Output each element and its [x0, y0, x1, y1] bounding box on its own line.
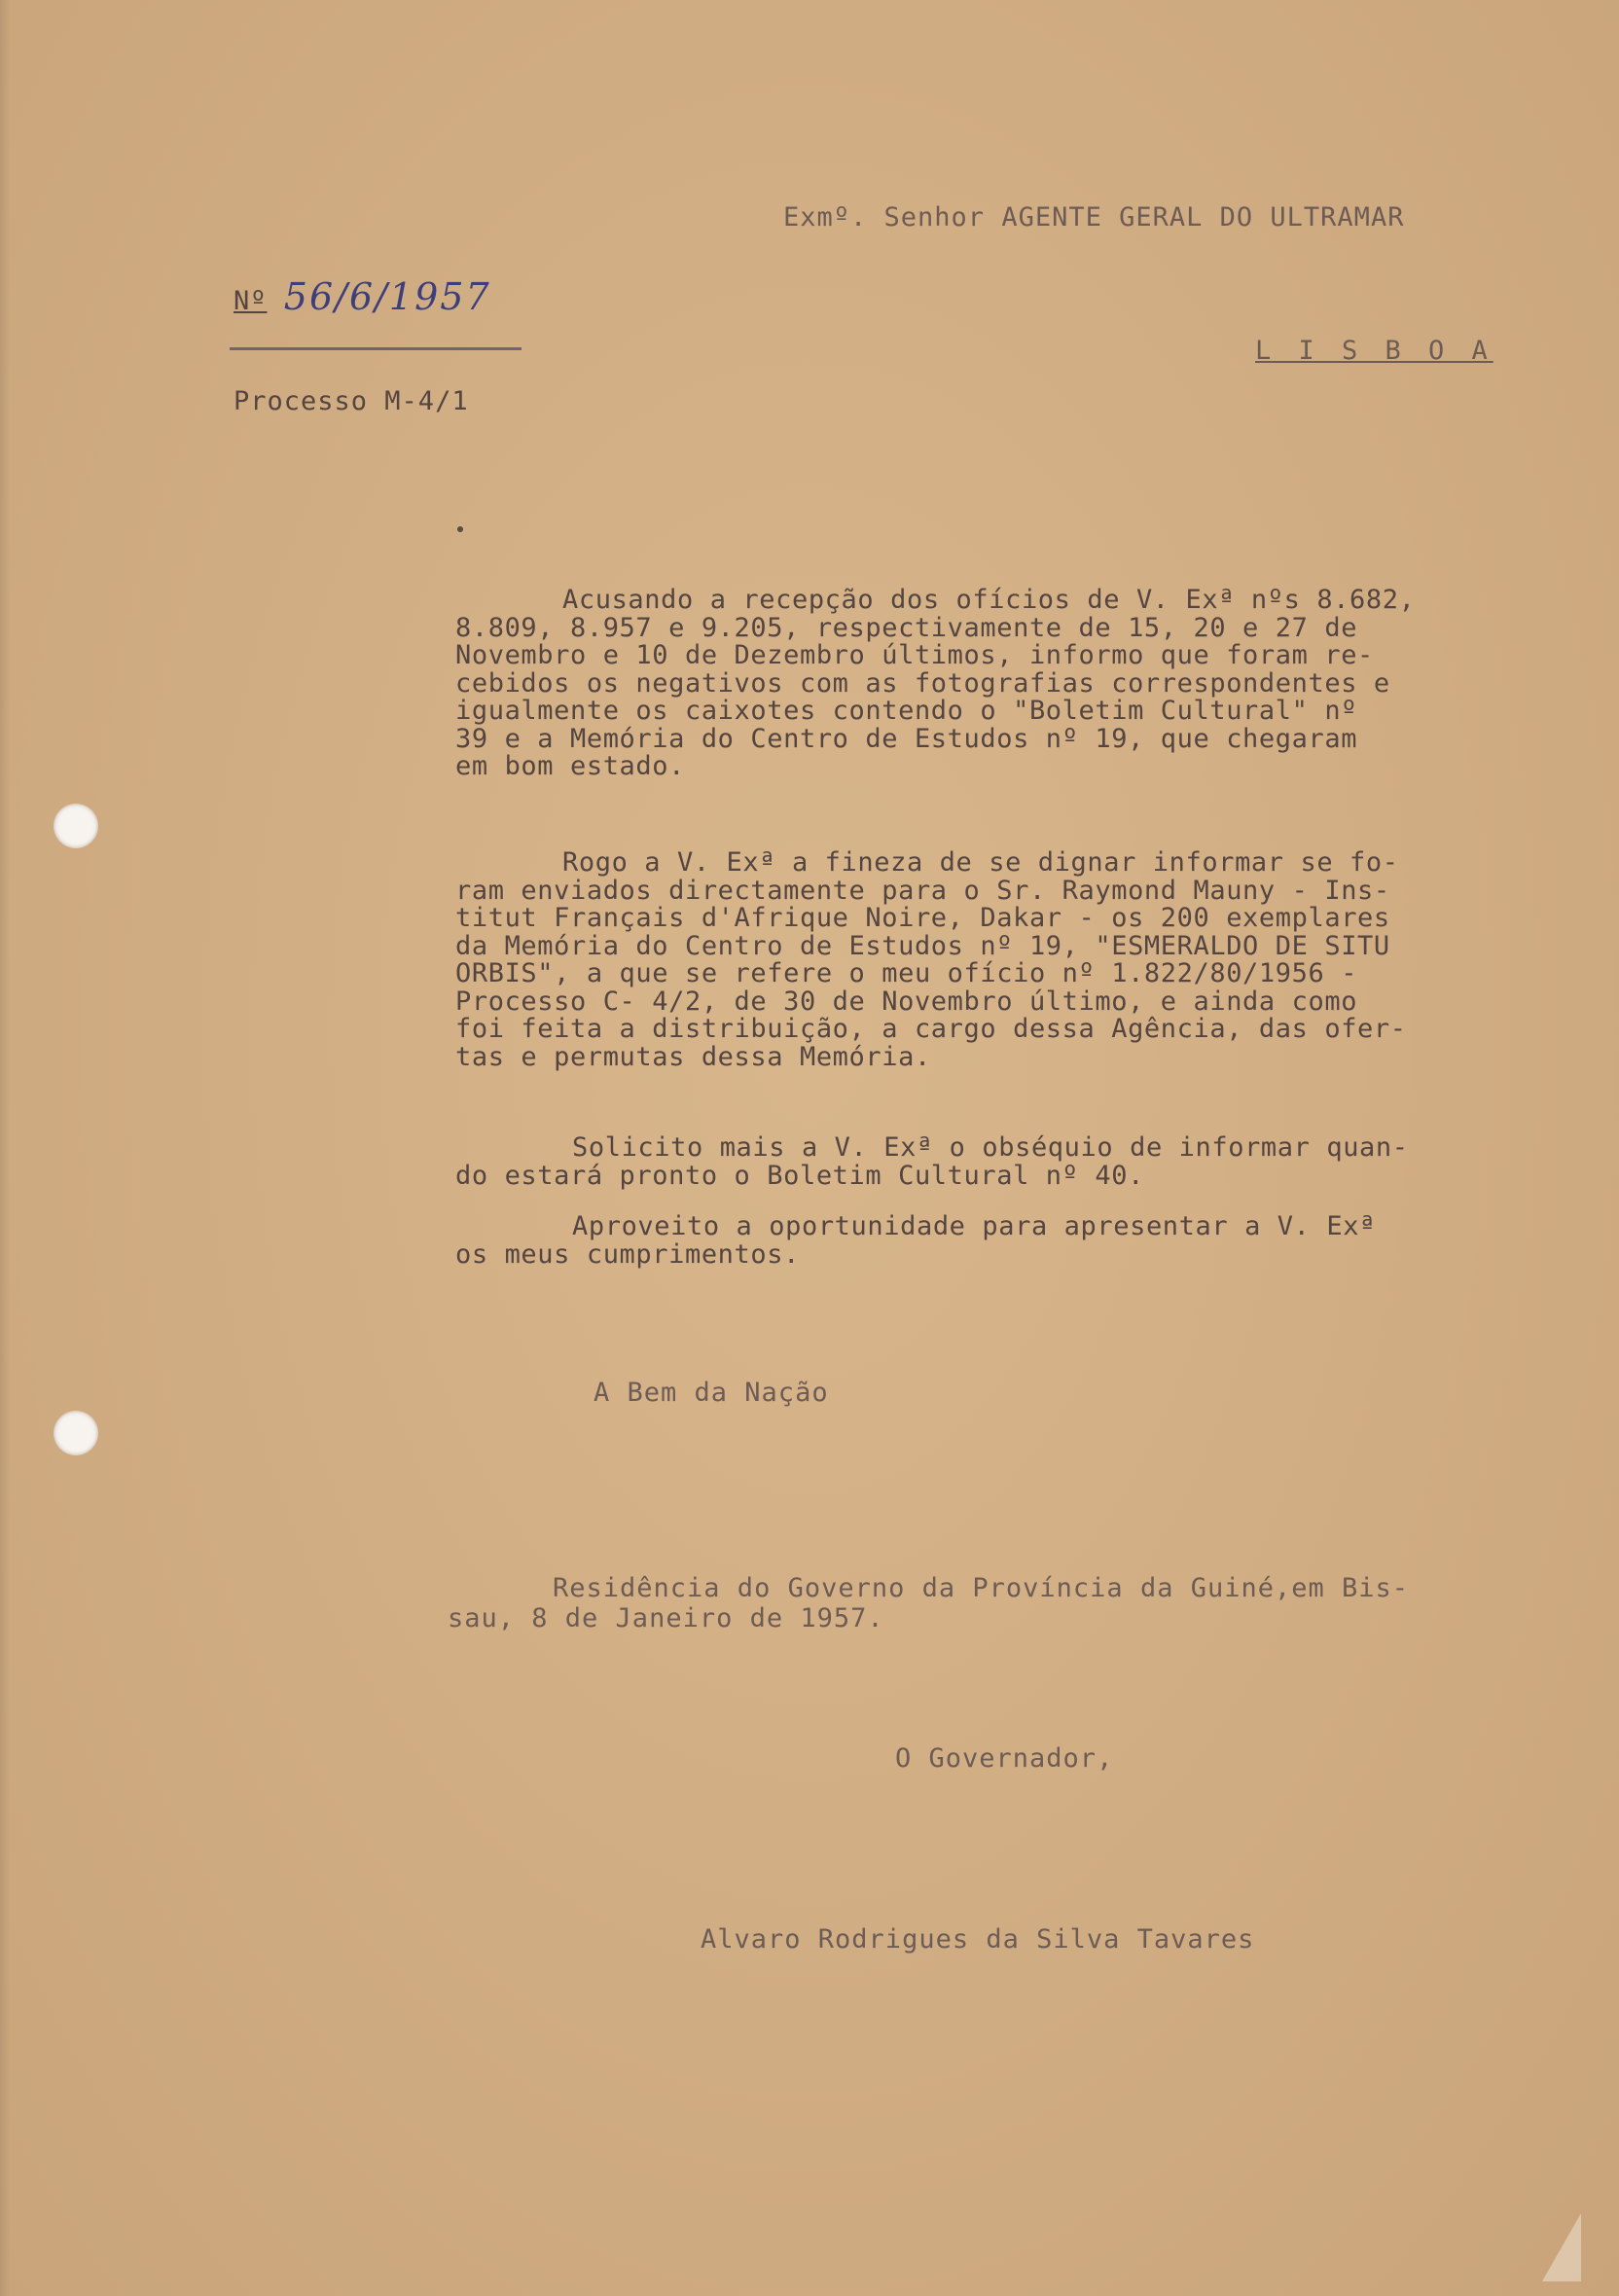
city-line: L I S B O A	[1255, 336, 1493, 366]
paragraph-line: os meus cumprimentos.	[455, 1238, 800, 1270]
paragraph-line: ram enviados directamente para o Sr. Raymond Mauny - Ins-	[455, 875, 1390, 906]
paragraph-line: da Memória do Centro de Estudos nº 19, "ESMERALDO DE SITU	[455, 930, 1390, 961]
place-date-line-1: Residência do Governo da Província da Guiné,em Bis-	[553, 1573, 1410, 1603]
signatory-name: Alvaro Rodrigues da Silva Tavares	[701, 1924, 1255, 1955]
paragraph-line: foi feita a distribuição, a cargo dessa Agência, das ofer-	[455, 1014, 1407, 1044]
paragraph-line: Solicito mais a V. Exª o obséquio de informar quan-	[572, 1132, 1409, 1163]
paragraph-4	[455, 1213, 1584, 1269]
paragraph-line: em bom estado.	[455, 751, 685, 781]
page-edge-shadow	[0, 0, 10, 2296]
reference-number	[234, 275, 491, 318]
signatory-title: O Governador,	[895, 1743, 1114, 1774]
paragraph-line: Processo C- 4/2, de 30 de Novembro último, e ainda como	[455, 986, 1358, 1017]
paragraph-line: do estará pronto o Boletim Cultural nº 40.	[455, 1160, 1144, 1191]
paragraph-2	[455, 849, 1584, 1071]
paragraph-3	[455, 1134, 1584, 1190]
paragraph-line: 8.809, 8.957 e 9.205, respectivamente de 15, 20 e 27 de	[455, 612, 1358, 643]
paragraph-line: Acusando a recepção dos ofícios de V. Exª nºs 8.682,	[562, 585, 1416, 615]
stray-mark	[457, 526, 463, 532]
paragraph-line: igualmente os caixotes contendo o "Boletim Cultural" nº	[455, 696, 1358, 726]
punch-hole-bottom	[54, 1411, 98, 1455]
reference-prefix: Nº	[234, 286, 268, 316]
process-number: Processo M-4/1	[234, 386, 469, 416]
paragraph-line: ORBIS", a que se refere o meu ofício nº 1.822/80/1956 -	[455, 958, 1358, 988]
paragraph-line: Aproveito a oportunidade para apresentar a V. Exª	[572, 1211, 1376, 1241]
reference-underline	[230, 347, 522, 350]
punch-hole-top	[54, 804, 98, 848]
paragraph-line: titut Français d'Afrique Noire, Dakar - os 200 exemplares	[455, 903, 1390, 933]
paragraph-line: 39 e a Memória do Centro de Estudos nº 19, que chegaram	[455, 723, 1358, 754]
addressee-line: Exmº. Senhor AGENTE GERAL DO ULTRAMAR	[783, 202, 1405, 233]
paragraph-line: tas e permutas dessa Memória.	[455, 1041, 931, 1072]
paragraph-line: Rogo a V. Exª a fineza de se dignar informar se fo-	[562, 847, 1399, 878]
place-date-line-2: sau, 8 de Janeiro de 1957.	[448, 1603, 884, 1633]
salutation: A Bem da Nação	[594, 1378, 829, 1408]
paragraph-line: cebidos os negativos com as fotografias correspondentes e	[455, 667, 1390, 699]
paragraph-1	[455, 587, 1584, 781]
paragraph-line: Novembro e 10 de Dezembro últimos, informo que foram re-	[455, 640, 1374, 670]
reference-handwritten: 56/6/1957	[283, 275, 491, 318]
